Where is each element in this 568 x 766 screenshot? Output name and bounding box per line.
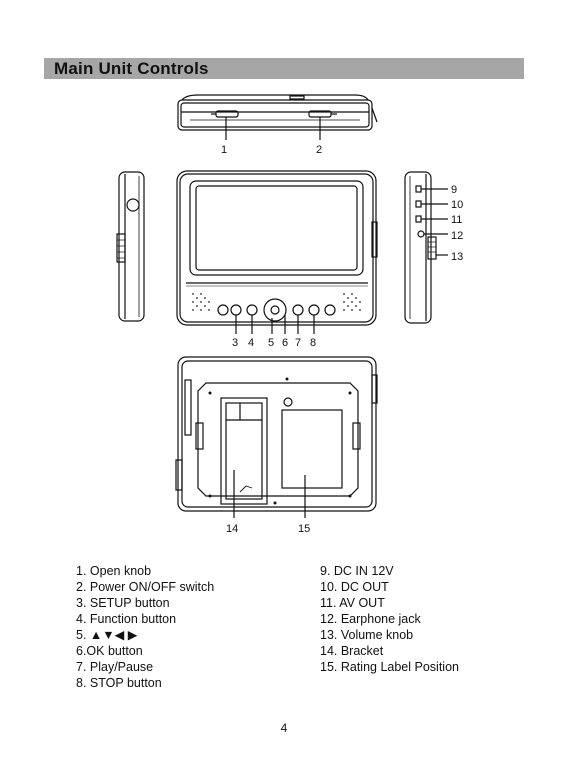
callout-15: 15: [298, 523, 311, 535]
callout-1: 1: [221, 144, 228, 156]
section-title: Main Unit Controls: [54, 59, 209, 78]
front-button-b: [325, 305, 335, 315]
legend-right-column: [320, 563, 459, 675]
callout-12: 12: [451, 230, 464, 242]
setup-button-shape: [231, 305, 241, 315]
front-view: [177, 171, 377, 334]
front-button-a: [218, 305, 228, 315]
legend-item-14: 14. Bracket: [320, 644, 384, 658]
legend-left-column: [76, 563, 214, 691]
play-button-shape: [293, 305, 303, 315]
legend-item-6: 6.OK button: [76, 644, 143, 658]
legend-item-11: 11. AV OUT: [320, 596, 385, 610]
stop-button-shape: [309, 305, 319, 315]
rating-label-area: [282, 410, 342, 488]
callout-6: 6: [282, 337, 289, 349]
function-button-shape: [247, 305, 257, 315]
left-speaker-grille: [192, 293, 210, 311]
back-view: [176, 357, 377, 518]
callout-2: 2: [316, 144, 323, 156]
callout-11: 11: [451, 214, 463, 226]
legend-item-13: 13. Volume knob: [320, 628, 414, 642]
callout-9: 9: [451, 184, 458, 196]
right-side-view: [405, 172, 448, 323]
top-view: [178, 95, 377, 140]
callout-13: 13: [451, 251, 464, 263]
right-speaker-grille: [343, 293, 361, 311]
callout-10: 10: [451, 199, 464, 211]
callout-5: 5: [268, 337, 275, 349]
callout-8: 8: [310, 337, 317, 349]
callout-3: 3: [232, 337, 239, 349]
callout-4: 4: [248, 337, 255, 349]
legend-item-3: 3. SETUP button: [76, 596, 170, 610]
legend-item-10: 10. DC OUT: [320, 580, 389, 594]
left-side-view: [117, 172, 144, 321]
legend-item-8: 8. STOP button: [76, 676, 162, 690]
legend-item-4: 4. Function button: [76, 612, 177, 626]
nav-pad-shape: [264, 299, 286, 321]
legend-item-1: 1. Open knob: [76, 564, 152, 578]
callout-14: 14: [226, 523, 239, 535]
callout-7: 7: [295, 337, 302, 349]
legend-item-9: 9. DC IN 12V: [320, 564, 394, 578]
page-number: 4: [280, 721, 288, 735]
legend-item-15: 15. Rating Label Position: [320, 660, 459, 674]
legend-item-2: 2. Power ON/OFF switch: [76, 580, 215, 594]
legend-item-12: 12. Earphone jack: [320, 612, 421, 626]
legend-item-7: 7. Play/Pause: [76, 660, 154, 674]
legend-item-5: 5. ▲▼◀ ▶: [76, 628, 138, 642]
